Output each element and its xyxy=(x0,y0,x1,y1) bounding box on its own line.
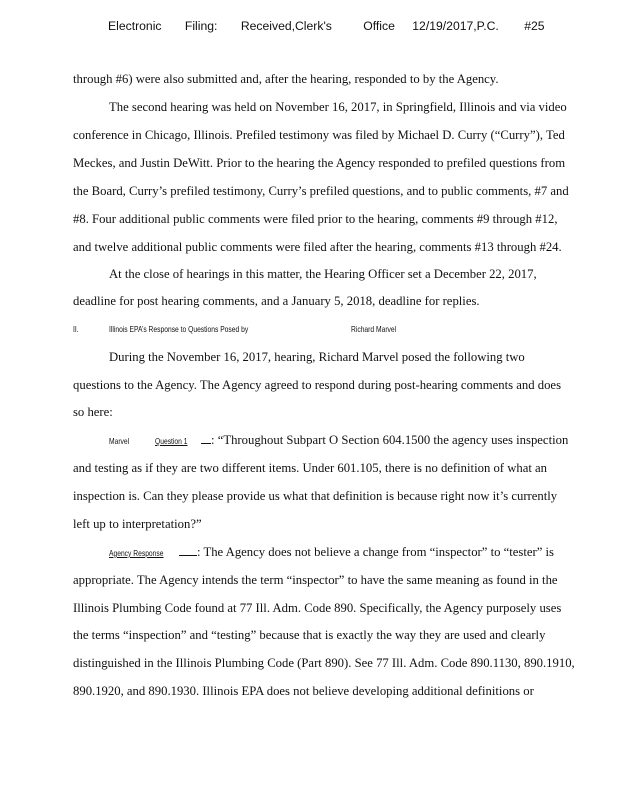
body-line: inspection is. Can they please provide us what that definition is because right now it’s currently xyxy=(73,489,558,503)
filing-header xyxy=(108,19,598,33)
question-label: Question 1 xyxy=(155,437,188,446)
body-line: During the November 16, 2017, hearing, Richard Marvel posed the following two xyxy=(109,350,525,364)
body-line: and testing as if they are two different items. Under 601.105, there is no definition of what an xyxy=(73,461,548,475)
section-number: II. xyxy=(73,325,79,334)
body-line: Illinois Plumbing Code found at 77 Ill. Adm. Code 890. Specifically, the Agency purposely uses xyxy=(73,601,562,615)
question-line xyxy=(109,433,568,448)
label-underline xyxy=(179,545,197,556)
body-line: the terms “inspection” and “testing” because that is exactly the way they are used and clearly xyxy=(73,628,546,642)
body-line: and twelve additional public comments were filed after the hearing, comments #13 through #24. xyxy=(73,240,562,254)
header-date: 12/19/2017,P.C. xyxy=(412,19,499,33)
header-received: Received,Clerk's xyxy=(240,19,332,33)
body-line: questions to the Agency. The Agency agreed to respond during post-hearing comments and does xyxy=(73,378,562,392)
body-line: #8. Four additional public comments were filed prior to the hearing, comments #9 through #12, xyxy=(73,212,558,226)
body-line: so here: xyxy=(73,405,113,419)
body-line: through #6) were also submitted and, after the hearing, responded to by the Agency. xyxy=(73,72,499,86)
body-line: : The Agency does not believe a change from “inspector” to “tester” is xyxy=(197,545,554,559)
marvel-label: Marvel xyxy=(109,437,130,446)
section-title: Illinois EPA’s Response to Questions Posed by xyxy=(109,325,249,334)
header-electronic: Electronic xyxy=(108,19,162,33)
body-line: The second hearing was held on November 16, 2017, in Springfield, Illinois and via video xyxy=(109,100,567,114)
response-line xyxy=(109,545,554,560)
body-line: At the close of hearings in this matter, the Hearing Officer set a December 22, 2017, xyxy=(109,267,537,281)
body-line: 890.1920, and 890.1930. Illinois EPA does not believe developing additional definitions or xyxy=(73,684,534,698)
body-line: distinguished in the Illinois Plumbing Code (Part 890). See 77 Ill. Adm. Code 890.1130, 890.1910, xyxy=(73,656,575,670)
body-line: the Board, Curry’s prefiled testimony, Curry’s prefiled questions, and to public comments, #7 and xyxy=(73,184,569,198)
body-line: conference in Chicago, Illinois. Prefiled testimony was filed by Michael D. Curry (“Curry”), Ted xyxy=(73,128,565,142)
header-number: #25 xyxy=(524,19,545,33)
body-line: deadline for post hearing comments, and a January 5, 2018, deadline for replies. xyxy=(73,294,480,308)
label-underline xyxy=(201,433,211,444)
body-line: Meckes, and Justin DeWitt. Prior to the hearing the Agency responded to prefiled questions from xyxy=(73,156,566,170)
header-filing: Filing: xyxy=(184,19,218,33)
body-line: : “Throughout Subpart O Section 604.1500 the agency uses inspection xyxy=(211,433,569,447)
body-line: left up to interpretation?” xyxy=(73,517,202,531)
section-name: Richard Marvel xyxy=(351,325,397,334)
body-line: appropriate. The Agency intends the term “inspector” to have the same meaning as found in the xyxy=(73,573,558,587)
header-office: Office xyxy=(363,19,395,33)
agency-response-label: Agency Response xyxy=(109,549,164,558)
